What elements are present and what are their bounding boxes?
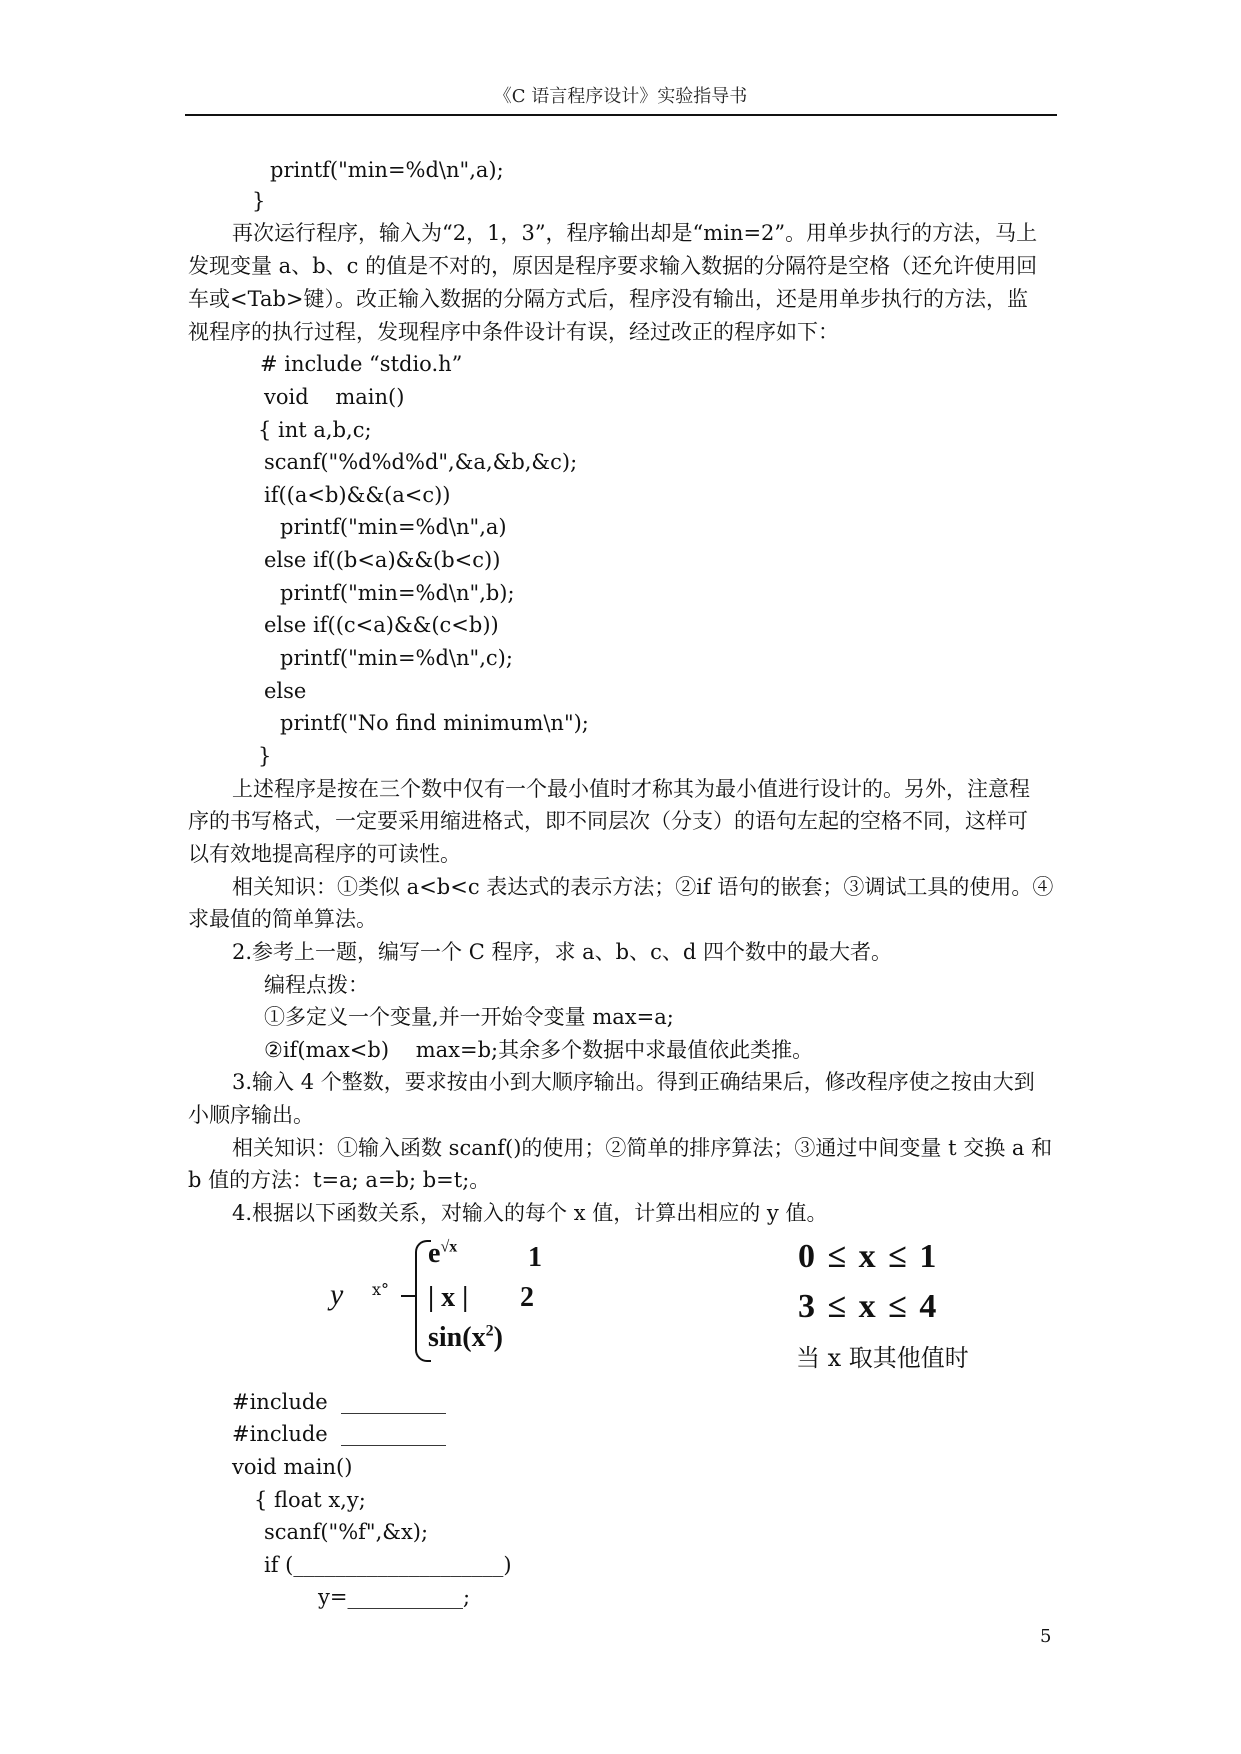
paragraph-line: 2.参考上一题，编写一个 C 程序，求 a、b、c、d 四个数中的最大者。 xyxy=(232,940,892,964)
formula-case-2: | x | xyxy=(428,1282,469,1313)
paragraph-line: 以有效地提高程序的可读性。 xyxy=(188,842,461,866)
code-line: { float x,y; xyxy=(254,1488,366,1512)
code-line: scanf("%d%d%d",&a,&b,&c); xyxy=(264,450,578,474)
paragraph-line: 相关知识：①类似 a<b<c 表达式的表示方法；②if 语句的嵌套；③调试工具的使用。④ xyxy=(232,875,1054,899)
code-line: y=___________; xyxy=(318,1585,471,1609)
formula-case-2-number: 2 xyxy=(520,1282,534,1313)
formula-condition-3: 当 x 取其他值时 xyxy=(796,1344,969,1372)
code-line: } xyxy=(258,744,272,768)
code-line: #include __________ xyxy=(232,1422,447,1446)
formula-condition-1: 0 ≤ x ≤ 1 xyxy=(798,1238,939,1275)
formula-condition-2: 3 ≤ x ≤ 4 xyxy=(798,1288,939,1325)
formula-mark: x° xyxy=(372,1280,390,1299)
formula-case-3-exponent: 2 xyxy=(485,1322,494,1340)
page-header: 《C 语言程序设计》实验指导书 xyxy=(493,86,748,107)
paragraph-line: 上述程序是按在三个数中仅有一个最小值时才称其为最小值进行设计的。另外，注意程 xyxy=(232,777,1030,801)
code-line: void main() xyxy=(264,385,405,409)
formula-lhs: y xyxy=(330,1278,344,1311)
paragraph-line: 视程序的执行过程，发现程序中条件设计有误，经过改正的程序如下： xyxy=(188,320,839,344)
code-line: printf("min=%d\n",a) xyxy=(280,515,507,539)
code-line: else if((c<a)&&(c<b)) xyxy=(264,613,499,637)
paragraph-line: 再次运行程序，输入为“2，1，3”，程序输出却是“min=2”。用单步执行的方法，马上 xyxy=(232,221,1038,245)
header-rule xyxy=(185,114,1057,116)
paragraph-line: ②if(max<b) max=b;其余多个数据中求最值依此类推。 xyxy=(264,1038,814,1062)
code-line: void main() xyxy=(232,1455,353,1479)
formula-case-1 xyxy=(428,1238,457,1270)
code-line: printf("min=%d\n",b); xyxy=(280,581,515,605)
paragraph-line: 车或<Tab>键）。改正输入数据的分隔方式后，程序没有输出，还是用单步执行的方法，监 xyxy=(188,287,1029,311)
code-line: else if((b<a)&&(b<c)) xyxy=(264,548,501,572)
code-line: # include “stdio.h” xyxy=(260,352,463,376)
code-line: { int a,b,c; xyxy=(258,418,372,442)
formula-case-1-exponent: √x xyxy=(440,1238,458,1256)
paragraph-line: b 值的方法：t=a; a=b; b=t;。 xyxy=(188,1168,491,1192)
code-line: } xyxy=(252,189,266,213)
code-line: if((a<b)&&(a<c)) xyxy=(264,483,451,507)
code-line: scanf("%f",&x); xyxy=(264,1520,429,1544)
code-line: printf("min=%d\n",c); xyxy=(280,646,513,670)
page-number: 5 xyxy=(1040,1626,1052,1647)
paragraph-line: 小顺序输出。 xyxy=(188,1103,314,1127)
code-line: printf("No find minimum\n"); xyxy=(280,711,589,735)
paragraph-line: 4.根据以下函数关系，对输入的每个 x 值，计算出相应的 y 值。 xyxy=(232,1201,828,1225)
code-line: if (____________________) xyxy=(264,1553,512,1577)
formula-brace-tip xyxy=(401,1295,415,1297)
code-line: else xyxy=(264,679,307,703)
code-line: printf("min=%d\n",a); xyxy=(270,158,504,182)
paragraph-line: ①多定义一个变量,并一开始令变量 max=a; xyxy=(264,1005,674,1029)
formula-case-1-number: 1 xyxy=(528,1242,542,1273)
paragraph-line: 序的书写格式，一定要采用缩进格式，即不同层次（分支）的语句左起的空格不同，这样可 xyxy=(188,809,1028,833)
paragraph-line: 发现变量 a、b、c 的值是不对的，原因是程序要求输入数据的分隔符是空格（还允许使用回 xyxy=(188,254,1038,278)
paragraph-line: 编程点拨： xyxy=(264,973,369,997)
code-line: #include __________ xyxy=(232,1390,447,1414)
paragraph-line: 求最值的简单算法。 xyxy=(188,907,377,931)
paragraph-line: 相关知识：①输入函数 scanf()的使用；②简单的排序算法；③通过中间变量 t 交换 a 和 xyxy=(232,1136,1053,1160)
formula-case-1-base: e xyxy=(428,1238,441,1269)
formula-case-3-close: ) xyxy=(493,1322,503,1353)
formula-case-3-base: sin(x xyxy=(428,1322,486,1353)
paragraph-line: 3.输入 4 个整数，要求按由小到大顺序输出。得到正确结果后，修改程序使之按由大到 xyxy=(232,1070,1035,1094)
formula-case-3 xyxy=(428,1322,503,1354)
